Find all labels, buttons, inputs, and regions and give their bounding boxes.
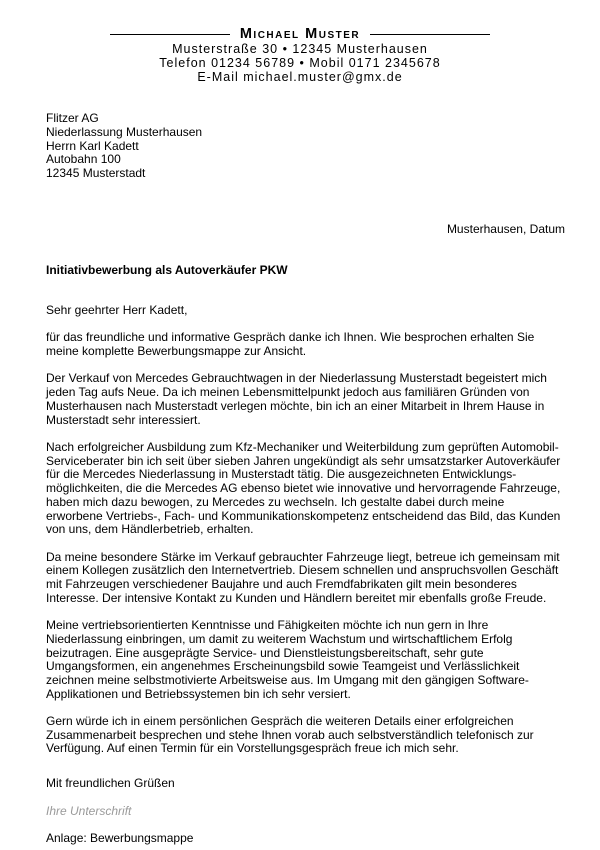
paragraph-line: Applikationen und Betriebssystemen bin ich sehr versiert.	[46, 686, 351, 701]
paragraph-line: Meine vertriebsorientierten Kenntnisse und Fähigkeiten möchte ich nun gern in Ihre	[46, 618, 489, 633]
enclosure-note: Anlage: Bewerbungsmappe	[46, 831, 194, 845]
salutation	[46, 304, 568, 318]
closing-phrase: Mit freundlichen Grüßen	[46, 776, 175, 790]
paragraph-line: Niederlassung einbringen, um damit zu weiterem Wachstum und wirtschaftlichem Erfolg	[46, 631, 513, 646]
paragraph-line: Zusammenarbeit besprechen und stehe Ihnen vorab auch selbstverständlich telefonisch zur	[46, 727, 534, 742]
paragraph-line: erworbene Vertriebs-, Fach- und Kommunikationskompetenz entscheidend das Bild, das Kunden	[46, 508, 561, 523]
paragraph-line: Nach erfolgreicher Ausbildung zum Kfz-Mechaniker und Weiterbildung zum geprüften Automobil-	[46, 439, 559, 454]
paragraph-line: zeichnen meine selbstmotivierte Arbeitsweise aus. Im Umgang mit den gängigen Software-	[46, 672, 529, 687]
paragraph-line: jeden Tag aufs Neue. Da ich meinen Lebensmittelpunkt jedoch aus familiären Gründen von	[46, 385, 530, 400]
recipient-company: Flitzer AG	[46, 111, 99, 125]
paragraph-line: beizutragen. Eine ausgeprägte Service- und Dienstleistungsbereitschaft, sehr gute	[46, 645, 484, 660]
body-paragraph	[46, 372, 568, 427]
paragraph-line: mit Fahrzeugen verschiedener Baujahre und auch Fremdfabrikaten gilt mein besonderes	[46, 577, 517, 591]
paragraph-line: meine komplette Bewerbungsmappe zur Ansicht.	[46, 344, 307, 359]
paragraph-line: Musterstadt sehr interessiert.	[46, 412, 201, 427]
paragraph-line: Umgangsformen, ein angenehmes Erscheinungsbild sowie Teamgeist und Verlässlichkeit	[46, 659, 520, 674]
paragraph-line: Verfügung. Auf einen Termin für ein Vorstellungsgespräch freue ich mich sehr.	[46, 741, 459, 756]
letterhead-name-row	[0, 26, 600, 42]
sender-phone: Telefon 01234 56789 • Mobil 0171 2345678	[159, 56, 441, 70]
paragraph-line: Da meine besondere Stärke im Verkauf gebrauchter Fahrzeuge liegt, betreue ich gemeinsam mit	[46, 549, 560, 564]
recipient-branch: Niederlassung Musterhausen	[46, 124, 203, 139]
subject-line: Initiativbewerbung als Autoverkäufer PKW	[46, 263, 288, 277]
body-paragraph	[46, 715, 568, 756]
letter-body	[46, 304, 568, 770]
sender-email: E-Mail michael.muster@gmx.de	[197, 70, 403, 84]
left-divider-rule	[110, 34, 230, 35]
paragraph-line: für die Mercedes Niederlassung in Musterstadt tätig. Die ausgezeichneten Entwicklungs-	[46, 467, 517, 482]
paragraph-line: Gern würde ich in einem persönlichen Gespräch die weiteren Details einer erfolgreichen	[46, 714, 514, 728]
body-paragraph	[46, 441, 568, 537]
recipient-city: 12345 Musterstadt	[46, 166, 146, 181]
paragraph-line: Der Verkauf von Mercedes Gebrauchtwagen in der Niederlassung Musterstadt begeistert mich	[46, 371, 547, 386]
paragraph-line: einem Kollegen zusätzlich den Internetvertrieb. Diesem schnellen und anspruchsvollen Geschäft	[46, 563, 559, 578]
paragraph-line: Serviceberater bin ich seit über sieben Jahren ungekündigt als sehr umsatzstarker Autoverkäufer	[46, 453, 561, 468]
right-divider-rule	[370, 34, 490, 35]
sender-name: Michael Muster	[239, 26, 361, 42]
recipient-contact: Herrn Karl Kadett	[46, 138, 139, 153]
body-paragraph	[46, 619, 568, 701]
paragraph-line: Interesse. Der intensive Kontakt zu Kunden und Händlern bereitet mir ebenfalls große Freude.	[46, 590, 547, 605]
paragraph-line: Musterhausen nach Musterstadt verlegen möchte, bin ich an einer Mitarbeit in Ihrem Hause in	[46, 398, 545, 413]
salutation-text: Sehr geehrter Herr Kadett,	[46, 303, 188, 317]
letterhead	[0, 26, 600, 84]
paragraph-line: von uns, dem Händlerbetrieb, erhalten.	[46, 522, 254, 537]
sender-address: Musterstraße 30 • 12345 Musterhausen	[172, 42, 428, 56]
recipient-street: Autobahn 100	[46, 152, 121, 167]
signature-placeholder: Ihre Unterschrift	[46, 804, 132, 818]
recipient-address	[46, 112, 202, 181]
paragraph-line: möglichkeiten, die die Mercedes AG ebenso bietet wie innovative und hervorragende Fahrzeuge,	[46, 481, 561, 496]
body-paragraph	[46, 551, 568, 606]
place-and-date: Musterhausen, Datum	[446, 222, 565, 236]
paragraph-line: für das freundliche und informative Gespräch danke ich Ihnen. Wie besprochen erhalten Sie	[46, 330, 535, 345]
body-paragraph	[46, 331, 568, 358]
paragraph-line: haben mich dazu bewogen, zu Mercedes zu wechseln. Ich gestalte dabei durch meine	[46, 494, 505, 509]
